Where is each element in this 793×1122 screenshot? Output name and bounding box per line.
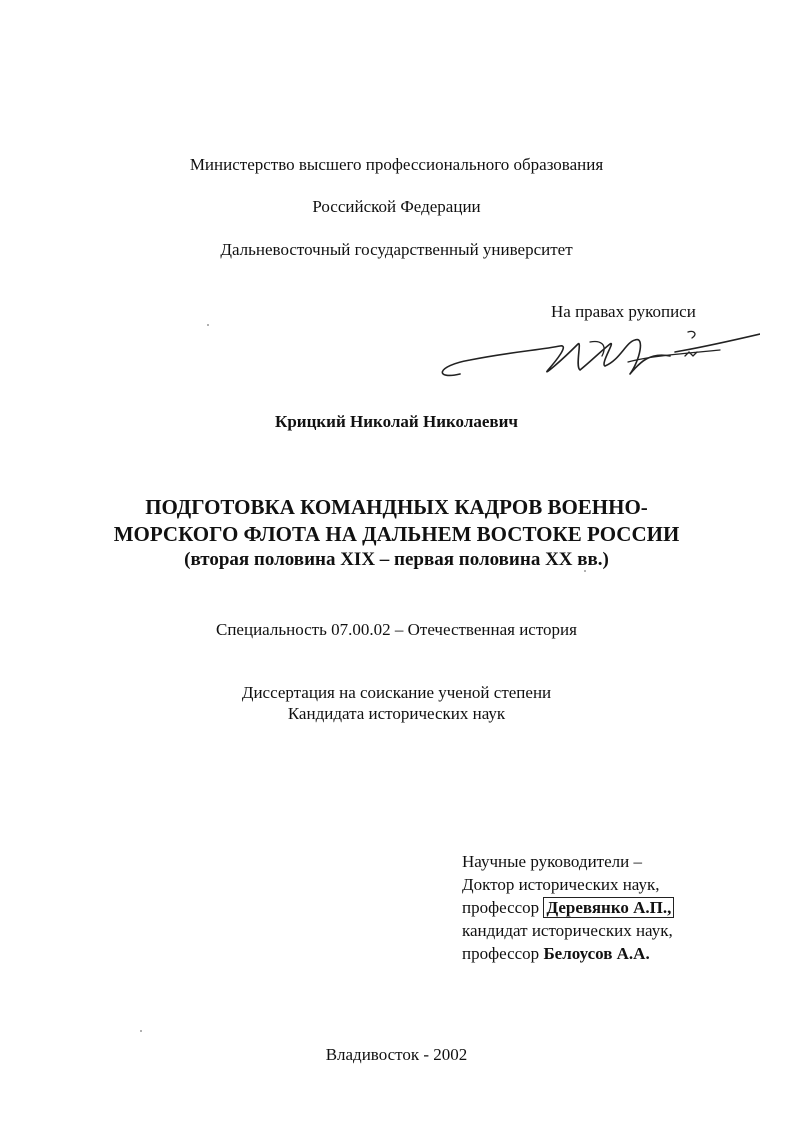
university-line: Дальневосточный государственный университет: [220, 240, 573, 259]
scan-speck: [140, 1030, 142, 1032]
specialty-line: Специальность 07.00.02 – Отечественная история: [216, 620, 577, 639]
supervisor-2-title: профессор: [462, 944, 540, 963]
supervisor-1-degree: Доктор исторических наук,: [462, 875, 660, 894]
author-name: Крицкий Николай Николаевич: [275, 412, 518, 431]
supervisor-2-line: [462, 942, 674, 965]
scan-speck: [584, 570, 586, 572]
scan-speck: [207, 324, 209, 326]
supervisor-1-name: Деревянко А.П.,: [543, 897, 674, 918]
country-line: Российской Федерации: [312, 197, 481, 216]
title-line-1: ПОДГОТОВКА КОМАНДНЫХ КАДРОВ ВОЕННО-: [145, 495, 648, 519]
title-line-2: МОРСКОГО ФЛОТА НА ДАЛЬНЕМ ВОСТОКЕ РОССИИ: [113, 522, 680, 546]
title-line-3: (вторая половина XIX – первая половина XX вв.): [184, 549, 609, 570]
supervisor-1-title: профессор: [462, 898, 540, 917]
supervisor-1-line: [462, 896, 674, 919]
manuscript-note: На правах рукописи: [551, 302, 696, 321]
dissertation-line-2: Кандидата исторических наук: [287, 704, 506, 723]
supervisors-heading: Научные руководители –: [462, 852, 642, 871]
supervisor-2-degree: кандидат исторических наук,: [462, 921, 673, 940]
signature-icon: [430, 322, 760, 392]
ministry-line: Министерство высшего профессионального образования: [189, 155, 604, 174]
supervisor-2-name: Белоусов А.А.: [543, 944, 650, 963]
city-year: Владивосток - 2002: [325, 1045, 468, 1064]
dissertation-line-1: Диссертация на соискание ученой степени: [241, 683, 552, 702]
supervisors-block: [462, 850, 674, 965]
